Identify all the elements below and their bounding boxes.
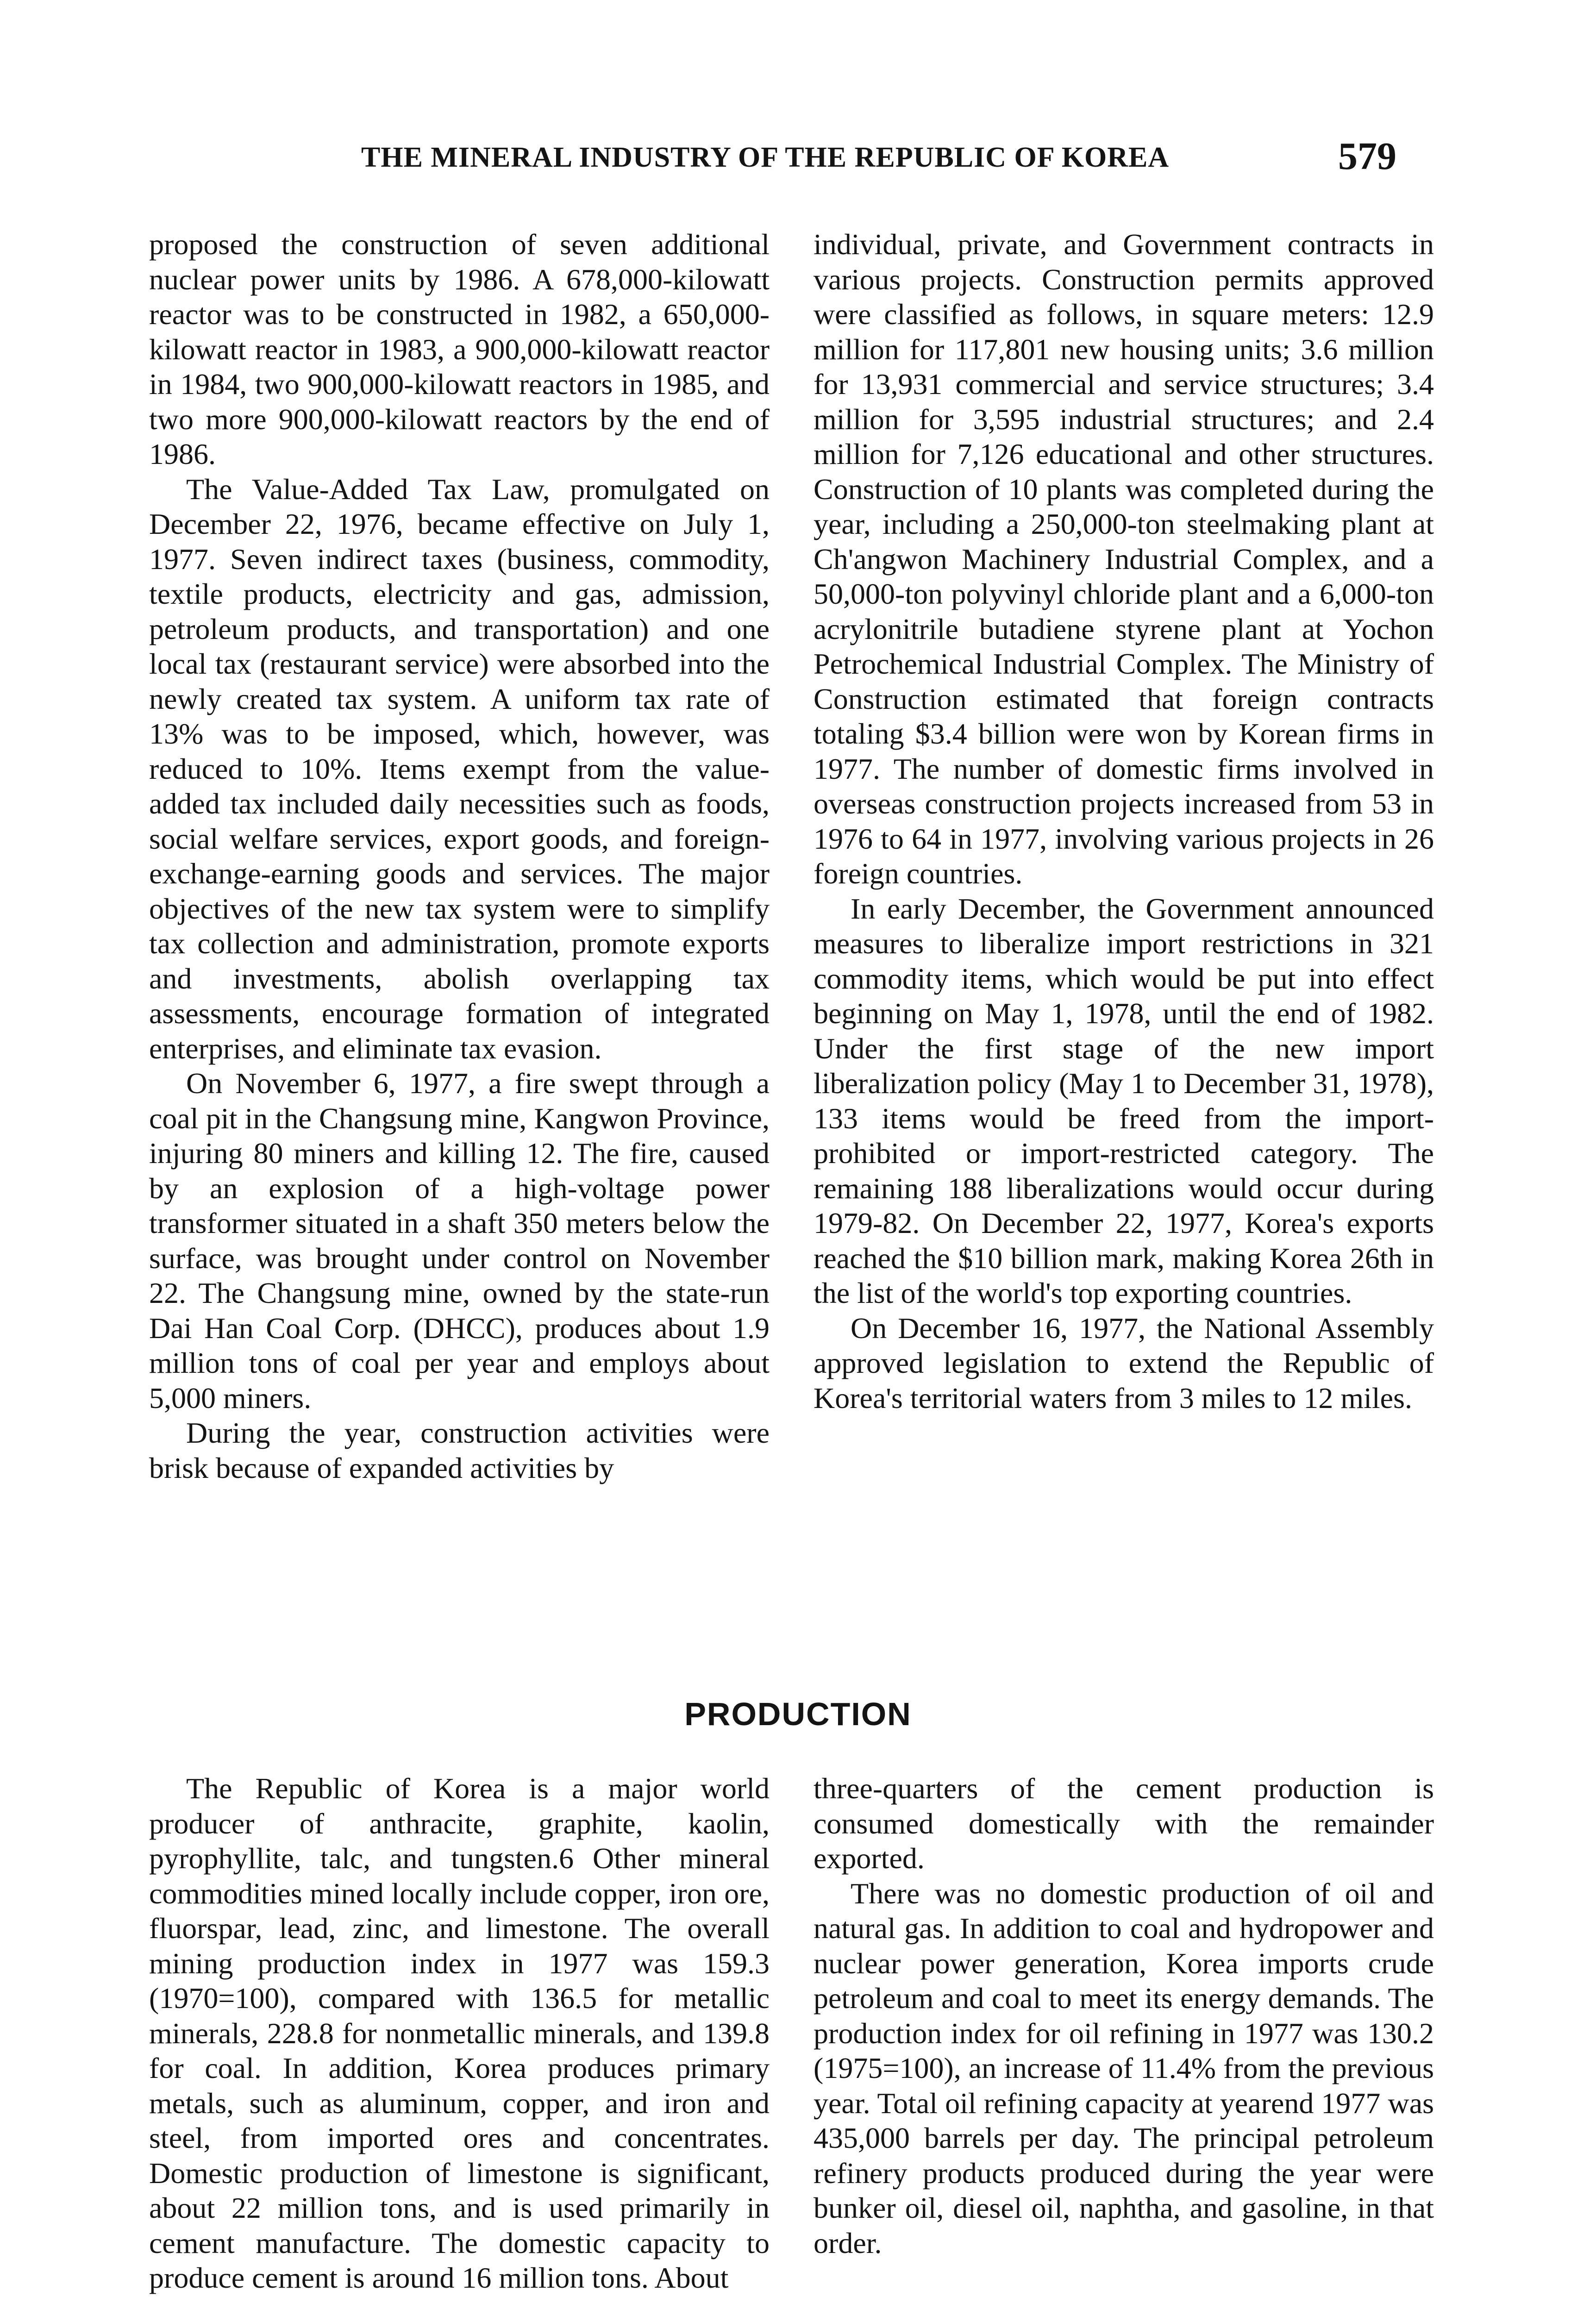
- production-right-column: [814, 1771, 1434, 2260]
- running-head: THE MINERAL INDUSTRY OF THE REPUBLIC OF KOREA: [361, 142, 1170, 173]
- paragraph: During the year, construction activities were brisk because of expanded activities by: [149, 1416, 770, 1484]
- top-left-column: [149, 227, 770, 1485]
- paragraph: The Republic of Korea is a major world producer of anthracite, graphite, kaolin, pyrophyllite, talc, and tungsten.6 Other mineral commodities mined locally include copper, iron ore, fluorspar, lead, zinc, and limestone. The overall mining production index in 1977 was 159.3 (1970=100), compared with 136.5 for metallic minerals, 228.8 for nonmetallic minerals, and 139.8 for coal. In addition, Korea produces primary metals, such as aluminum, copper, and iron and steel, from imported ores and concentrates. Domestic production of limestone is significant, about 22 million tons, and is used primarily in cement manufacture. The domestic capacity to produce cement is around 16 million tons. About: [149, 1772, 770, 2294]
- paragraph: proposed the construction of seven additional nuclear power units by 1986. A 678,000-kilowatt reactor was to be constructed in 1982, a 650,000-kilowatt reactor in 1983, a 900,000-kilowatt reactor in 1984, two 900,000-kilowatt reactors in 1985, and two more 900,000-kilowatt reactors by the end of 1986.: [149, 228, 770, 470]
- paragraph: On December 16, 1977, the National Assembly approved legislation to extend the Republic of Korea's territorial waters from 3 miles to 12 miles.: [814, 1311, 1434, 1414]
- page-number: 579: [1338, 135, 1396, 178]
- paragraph: On November 6, 1977, a fire swept through a coal pit in the Changsung mine, Kangwon Province, injuring 80 miners and killing 12. The fire, caused by an explosion of a high-voltage power transformer situated in a shaft 350 meters below the surface, was brought under control on November 22. The Changsung mine, owned by the state-run Dai Han Coal Corp. (DHCC), produces about 1.9 million tons of coal per year and employs about 5,000 miners.: [149, 1067, 770, 1414]
- section-heading-production: PRODUCTION: [684, 1696, 912, 1732]
- paragraph: individual, private, and Government contracts in various projects. Construction permits approved were classified as follows, in square meters: 12.9 million for 117,801 new housing units; 3.6 million for 13,931 commercial and service structures; 3.4 million for 3,595 industrial structures; and 2.4 million for 7,126 educational and other structures. Construction of 10 plants was completed during the year, including a 250,000-ton steelmaking plant at Ch'angwon Machinery Industrial Complex, and a 50,000-ton polyvinyl chloride plant and a 6,000-ton acrylonitrile butadiene styrene plant at Yochon Petrochemical Industrial Complex. The Ministry of Construction estimated that foreign contracts totaling $3.4 billion were won by Korean firms in 1977. The number of domestic firms involved in overseas construction projects increased from 53 in 1976 to 64 in 1977, involving various projects in 26 foreign countries.: [814, 228, 1434, 890]
- production-left-column: [149, 1771, 770, 2296]
- paragraph: The Value-Added Tax Law, promulgated on December 22, 1976, became effective on July 1, 1977. Seven indirect taxes (business, commodity, textile products, electricity and gas, admission, petroleum products, and transportation) and one local tax (restaurant service) were absorbed into the newly created tax system. A uniform tax rate of 13% was to be imposed, which, however, was reduced to 10%. Items exempt from the value-added tax included daily necessities such as foods, social welfare services, export goods, and foreign-exchange-earning goods and services. The major objectives of the new tax system were to simplify tax collection and administration, promote exports and investments, abolish overlapping tax assessments, encourage formation of integrated enterprises, and eliminate tax evasion.: [149, 472, 770, 1065]
- paragraph: three-quarters of the cement production is consumed domestically with the remainder exported.: [814, 1772, 1434, 1875]
- paragraph: In early December, the Government announced measures to liberalize import restrictions in 321 commodity items, which would be put into effect beginning on May 1, 1978, until the end of 1982. Under the first stage of the new import liberalization policy (May 1 to December 31, 1978), 133 items would be freed from the import-prohibited or import-restricted category. The remaining 188 liberalizations would occur during 1979-82. On December 22, 1977, Korea's exports reached the $10 billion mark, making Korea 26th in the list of the world's top exporting countries.: [814, 892, 1434, 1309]
- paragraph: There was no domestic production of oil and natural gas. In addition to coal and hydropower and nuclear power generation, Korea imports crude petroleum and coal to meet its energy demands. The production index for oil refining in 1977 was 130.2 (1975=100), an increase of 11.4% from the previous year. Total oil refining capacity at yearend 1977 was 435,000 barrels per day. The principal petroleum refinery products produced during the year were bunker oil, diesel oil, naphtha, and gasoline, in that order.: [814, 1877, 1434, 2259]
- top-right-column: [814, 227, 1434, 1415]
